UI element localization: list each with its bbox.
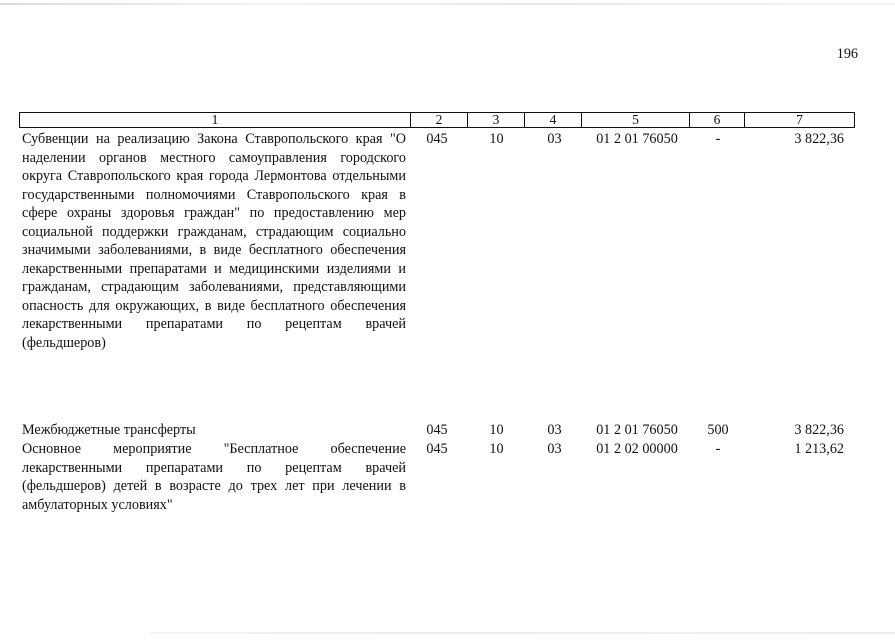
row-amount: 1 213,62	[794, 441, 844, 457]
row-expense-type: -	[715, 131, 721, 147]
header-col-1: 1	[19, 112, 411, 128]
row-subsection-code: 03	[547, 422, 562, 438]
row-section-code: 10	[489, 422, 504, 438]
row-admin-code: 045	[426, 441, 448, 457]
header-col-3: 3	[467, 112, 525, 128]
row-description: Межбюджетные трансферты	[22, 422, 196, 438]
page-number: 196	[836, 46, 858, 62]
row-expense-type: 500	[707, 422, 729, 438]
row-target-article: 01 2 01 76050	[596, 131, 678, 147]
header-col-6: 6	[689, 112, 745, 128]
row-amount: 3 822,36	[794, 131, 844, 147]
row-section-code: 10	[489, 131, 504, 147]
row-target-article: 01 2 02 00000	[596, 441, 678, 457]
row-description: Основное мероприятие "Бесплатное обеспечение лекарственными препаратами по рецептам врачей (фельдшеров) детей в возрасте до трех лет при лечении в амбулаторных условиях"	[22, 441, 406, 513]
header-col-5: 5	[581, 112, 690, 128]
row-admin-code: 045	[426, 422, 448, 438]
row-admin-code: 045	[426, 131, 448, 147]
row-amount: 3 822,36	[794, 422, 844, 438]
row-subsection-code: 03	[547, 441, 562, 457]
header-col-2: 2	[410, 112, 468, 128]
row-target-article: 01 2 01 76050	[596, 422, 678, 438]
header-col-4: 4	[524, 112, 582, 128]
row-description: Субвенции на реализацию Закона Ставропольского края "О наделении органов местного самоуправления городского округа Ставропольского края города Лермонтова отдельными государственными полномочиями Ставропольского края в сфере охраны здоровья граждан" по предоставлению мер социальной поддержки гражданам, страдающим социально значимыми заболеваниями, в виде бесплатного обеспечения лекарственными препаратами и медицинскими изделиями и гражданам, страдающим заболеваниями, представляющими опасность для окружающих, в виде бесплатного обеспечения лекарственными препаратами по рецептам врачей (фельдшеров)	[22, 131, 406, 351]
scan-edge-top	[0, 3, 895, 5]
scan-edge-bottom	[150, 632, 895, 634]
row-subsection-code: 03	[547, 131, 562, 147]
row-section-code: 10	[489, 441, 504, 457]
row-expense-type: -	[715, 441, 721, 457]
header-col-7: 7	[744, 112, 855, 128]
